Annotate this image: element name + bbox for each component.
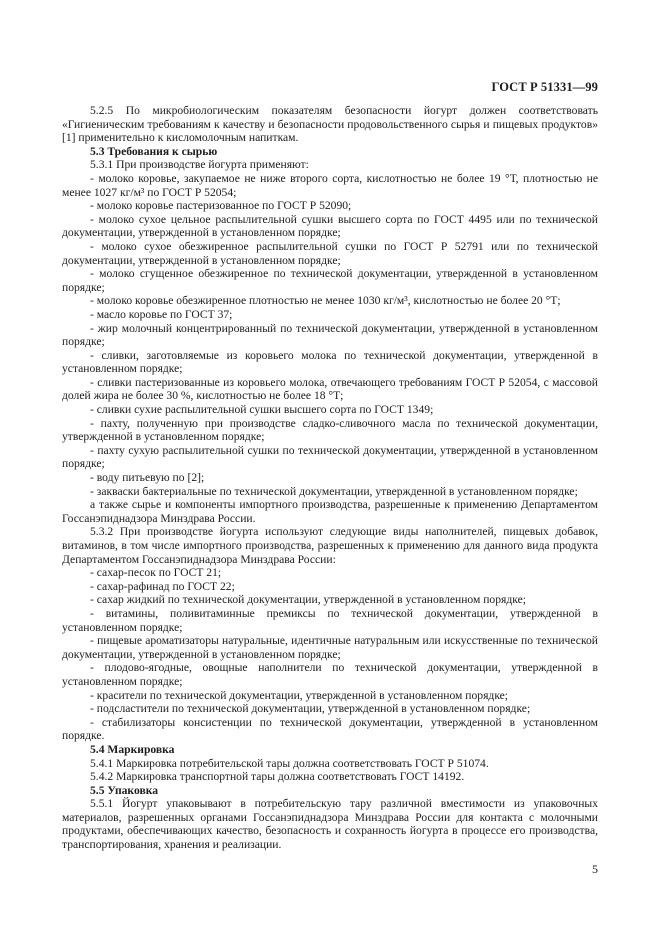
paragraph: 5.4.2 Маркировка транспортной тары должна соответствовать ГОСТ 14192.: [90, 770, 465, 784]
paragraph: - пищевые ароматизаторы натуральные, идентичные натуральным или искусственные по технической документации, утвержденной в установленном порядке;: [62, 634, 598, 661]
paragraph: - масло коровье по ГОСТ 37;: [90, 307, 233, 321]
paragraph: - пахту сухую распылительной сушки по технической документации, утвержденной в установленном порядке;: [62, 443, 598, 471]
paragraph: а также сырье и компоненты импортного производства, разрешенные к применению Департаментом Госсанэпиднадзора Минздрава России.: [62, 498, 598, 525]
paragraph: - молоко коровье, закупаемое не ниже второго сорта, кислотностью не более 19 °Т, плотностью не менее 1027 кг/м³ по ГОСТ Р 52054;: [62, 171, 598, 199]
paragraph: - сахар-песок по ГОСТ 21;: [90, 566, 222, 580]
paragraph: - стабилизаторы консистенции по технической документации, утвержденной в установленном порядке.: [62, 715, 598, 743]
paragraph: - сахар-рафинад по ГОСТ 22;: [90, 579, 235, 593]
paragraph: - пахту, полученную при производстве сладко-сливочного масла по технической документации, утвержденной в установленном порядке;: [62, 416, 598, 444]
paragraph: - молоко коровье обезжиренное плотностью не менее 1030 кг/м³, кислотностью не более 20 °Т;: [90, 294, 561, 308]
paragraph: - молоко коровье пастеризованное по ГОСТ Р 52090;: [90, 199, 352, 213]
paragraph: - воду питьевую по [2];: [90, 471, 205, 485]
document-code: ГОСТ Р 51331—99: [491, 80, 598, 94]
paragraph: - сливки сухие распылительной сушки высшего сорта по ГОСТ 1349;: [90, 403, 434, 417]
paragraph: - закваски бактериальные по технической документации, утвержденной в установленном порядке;: [90, 484, 578, 498]
page-number: 5: [592, 862, 598, 876]
section-heading: 5.3 Требования к сырью: [90, 144, 218, 158]
paragraph: 5.5.1 Йогурт упаковывают в потребительскую тару различной вместимости из упаковочных материалов, разрешенных органами Госсанэпиднадзора Минздрава России для контакта с молочными продуктами, обеспечивающих качество, безопасность и сохранность йогурта в процессе его производства, транспортирования, хранения и реализации.: [62, 797, 598, 852]
section-heading: 5.4 Маркировка: [90, 742, 175, 756]
paragraph: 5.4.1 Маркировка потребительской тары должна соответствовать ГОСТ Р 51074.: [90, 756, 489, 770]
paragraph: - молоко сгущенное обезжиренное по технической документации, утвержденной в установленном порядке;: [62, 267, 598, 294]
document-body: [62, 104, 598, 852]
paragraph: 5.3.2 При производстве йогурта используют следующие виды наполнителей, пищевых добавок, витаминов, в том числе импортного производства, разрешенных к применению для данного вида продукта Департаментом Госсанэпиднадзора Минздрава России:: [62, 525, 598, 566]
paragraph: - молоко сухое обезжиренное распылительной сушки по ГОСТ Р 52791 или по технической документации, утвержденной в установленном порядке;: [62, 239, 598, 267]
paragraph: - красители по технической документации, утвержденной в установленном порядке;: [90, 688, 509, 702]
paragraph: - подсластители по технической документации, утвержденной в установленном порядке;: [90, 702, 531, 716]
paragraph: - сахар жидкий по технической документации, утвержденной в установленном порядке;: [90, 593, 526, 607]
paragraph: - сливки пастеризованные из коровьего молока, отвечающего требованиям ГОСТ Р 52054, с массовой долей жира не более 30 %, кислотностью не более 18 °Т;: [62, 375, 598, 403]
paragraph: - плодово-ягодные, овощные наполнители по технической документации, утвержденной в установленном порядке;: [62, 661, 598, 688]
paragraph: - жир молочный концентрированный по технической документации, утвержденной в установленном порядке;: [62, 321, 598, 349]
paragraph: 5.2.5 По микробиологическим показателям безопасности йогурт должен соответствовать «Гигиеническим требованиям к качеству и безопасности продовольственного сырья и пищевых продуктов» [1] применительно к кисломолочным напиткам.: [62, 104, 598, 145]
paragraph: - витамины, поливитаминные премиксы по технической документации, утвержденной в установленном порядке;: [62, 606, 598, 634]
section-heading: 5.5 Упаковка: [90, 783, 159, 797]
paragraph: - сливки, заготовляемые из коровьего молока по технической документации, утвержденной в установленном порядке;: [62, 348, 598, 376]
paragraph: - молоко сухое цельное распылительной сушки высшего сорта по ГОСТ 4495 или по технической документации, утвержденной в установленном порядке;: [62, 212, 598, 240]
paragraph: 5.3.1 При производстве йогурта применяют:: [90, 158, 309, 172]
